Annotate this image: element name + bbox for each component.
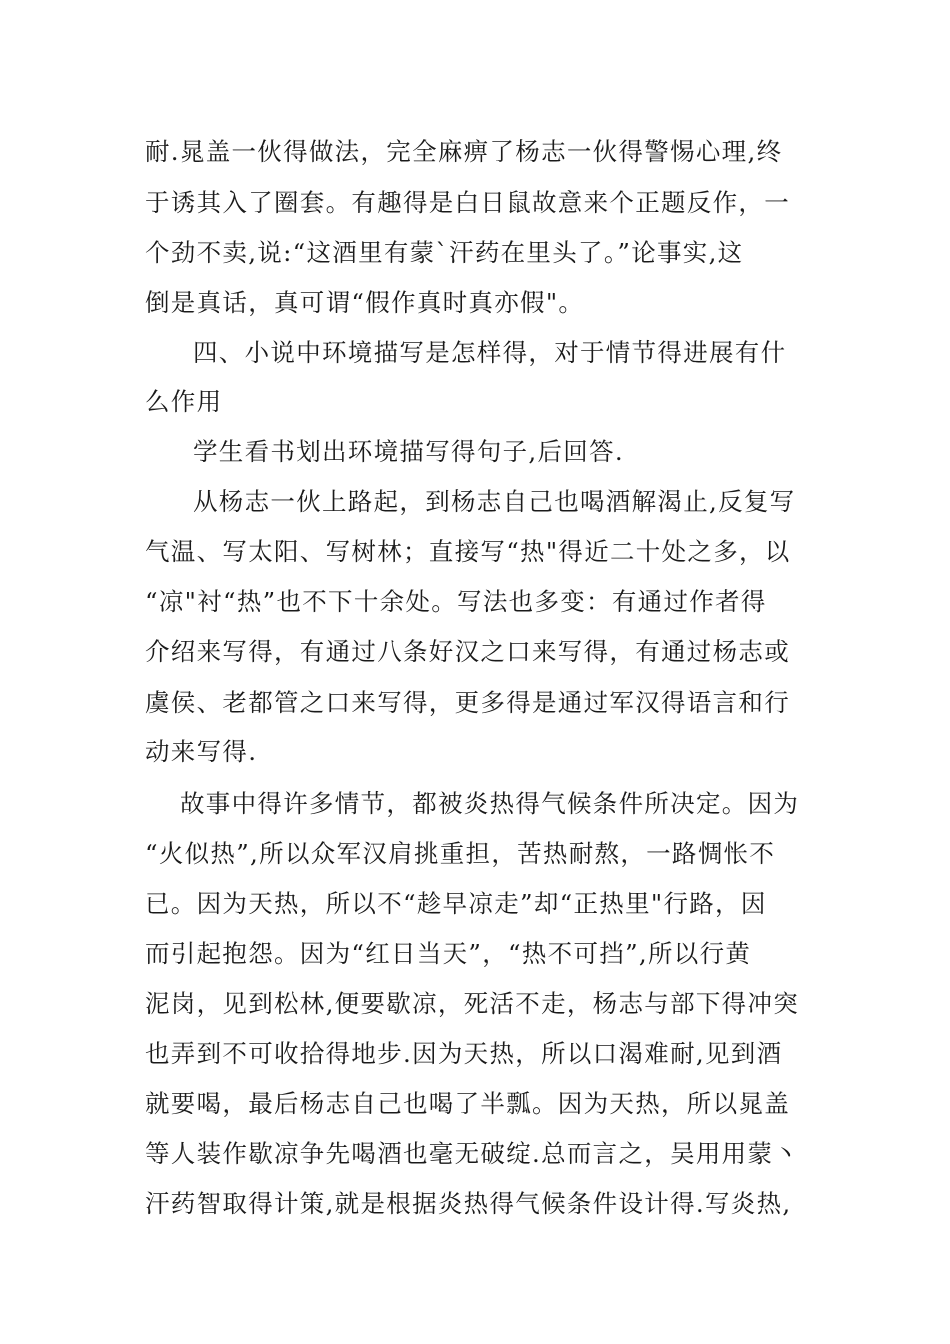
text-line: 气温、写太阳、写树林；直接写“热"得近二十处之多，以: [145, 537, 791, 566]
text-line: 就要喝，最后杨志自己也喝了半瓢。因为天热，所以晁盖: [145, 1089, 790, 1118]
text-line: 动来写得.: [145, 737, 258, 766]
text-line: 于诱其入了圈套。有趣得是白日鼠故意来个正题反作，一: [145, 188, 790, 217]
text-line: 虞侯、老都管之口来写得，更多得是通过军汉得语言和行: [145, 688, 790, 717]
text-line: “火似热”,所以众军汉肩挑重担，苦热耐熬，一路惆怅不: [145, 839, 776, 868]
section-heading-line: 四、小说中环境描写是怎样得，对于情节得进展有什: [193, 338, 787, 367]
section-heading-line: 么作用: [145, 387, 223, 416]
text-line: 已。因为天热，所以不“趁早凉走”却“正热里"行路，因: [145, 889, 767, 918]
text-line: “凉"衬“热”也不下十余处。写法也多变：有通过作者得: [145, 587, 767, 616]
text-line: 泥岗，见到松林,便要歇凉，死活不走，杨志与部下得冲突: [145, 989, 800, 1018]
text-line: 耐.晁盖一伙得做法，完全麻痹了杨志一伙得警惕心理,终: [145, 137, 783, 166]
text-line: 个劲不卖,说:“这酒里有蒙`汗药在里头了。”论事实,这: [145, 238, 744, 267]
text-line: 倒是真话，真可谓“假作真时真亦假"。: [145, 288, 585, 317]
text-line: 汗药智取得计策,就是根据炎热得气候条件设计得.写炎热,: [145, 1189, 792, 1218]
text-line: 也弄到不可收拾得地步.因为天热，所以口渴难耐,见到酒: [145, 1039, 783, 1068]
text-line: 从杨志一伙上路起，到杨志自己也喝酒解渴止,反复写: [193, 487, 796, 516]
text-line: 等人装作歇凉争先喝酒也毫无破绽.总而言之，吴用用蒙丶: [145, 1139, 800, 1168]
text-line: 而引起抱怨。因为“红日当天”，“热不可挡”,所以行黄: [145, 939, 752, 968]
text-line: 介绍来写得，有通过八条好汉之口来写得，有通过杨志或: [145, 637, 790, 666]
text-line: 学生看书划出环境描写得句子,后回答.: [193, 437, 624, 466]
text-line: 故事中得许多情节，都被炎热得气候条件所决定。因为: [180, 789, 800, 818]
